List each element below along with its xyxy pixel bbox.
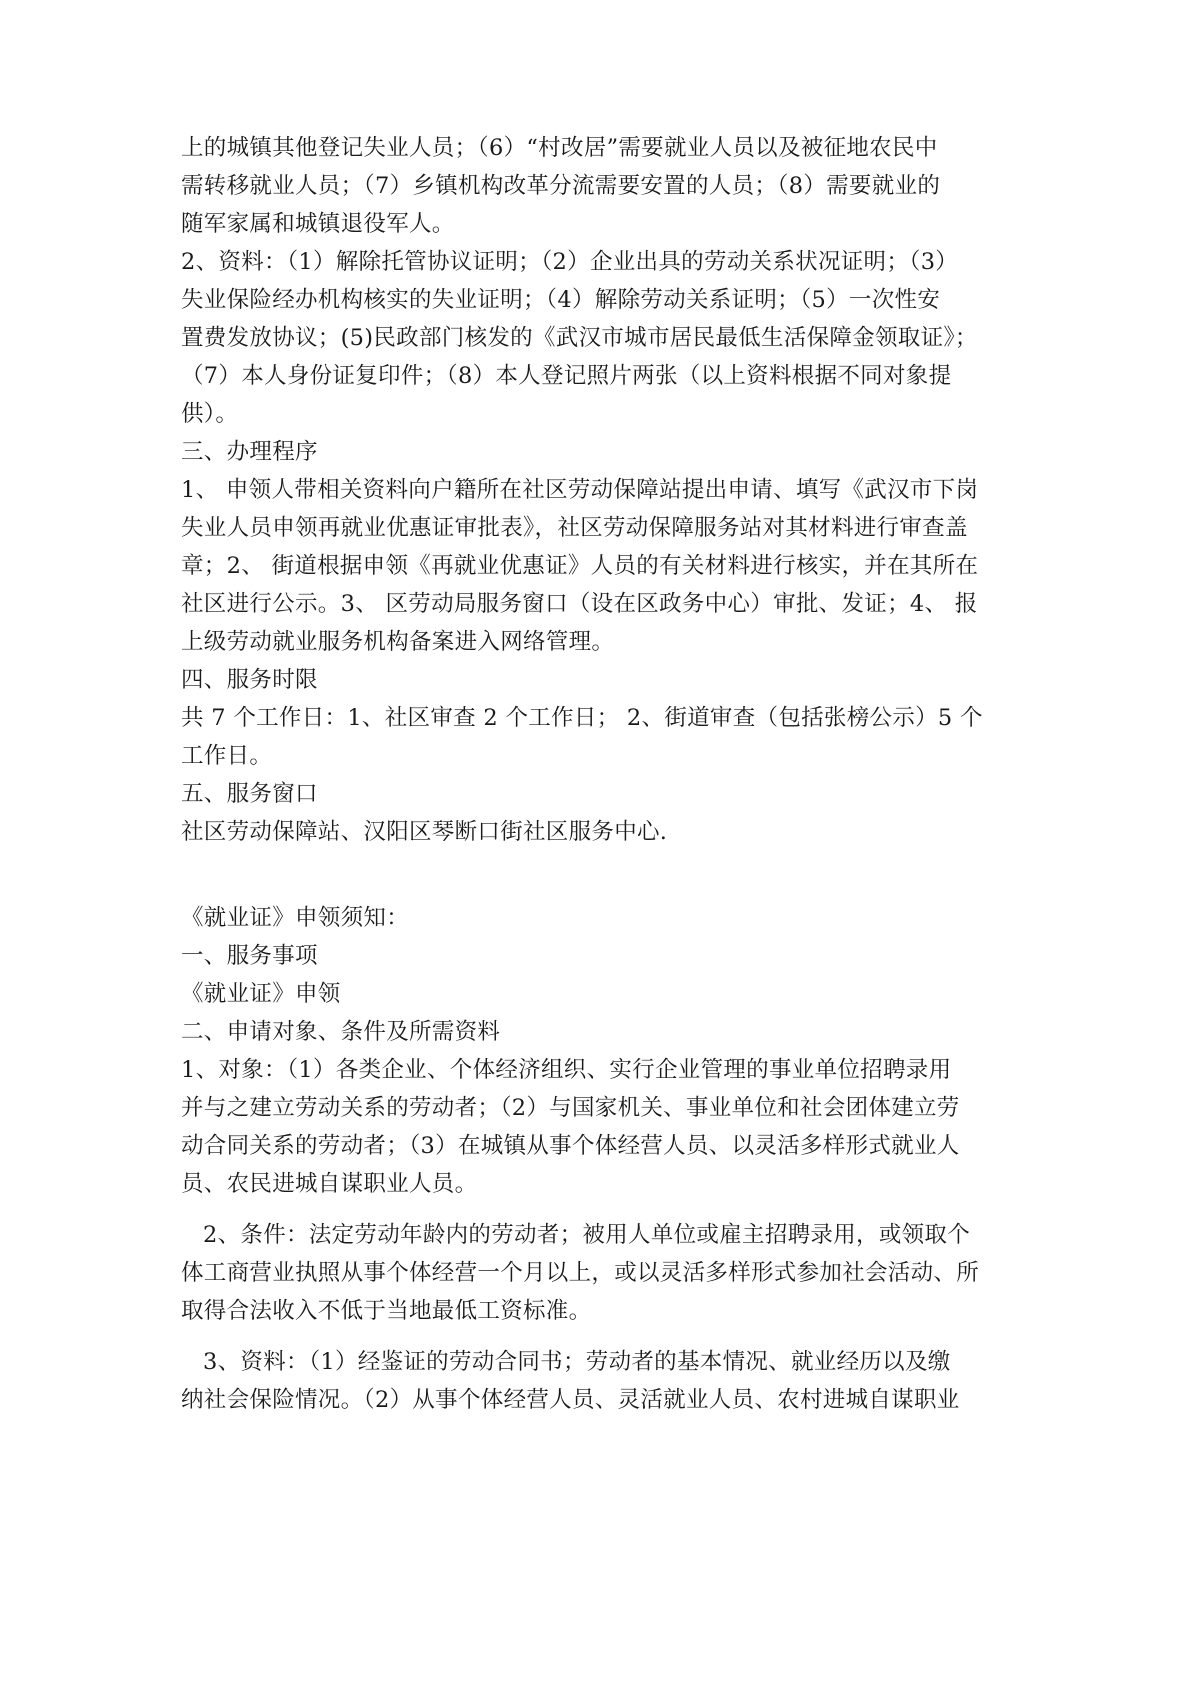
text-line: 员、农民进城自谋职业人员。	[181, 1171, 478, 1197]
text-line: 3、资料：（1）经鉴证的劳动合同书；劳动者的基本情况、就业经历以及缴	[203, 1349, 951, 1375]
text-line: 社区劳动保障站、汉阳区琴断口街社区服务中心.	[181, 819, 668, 845]
text-line: 纳社会保险情况。（2）从事个体经营人员、灵活就业人员、农村进城自谋职业	[181, 1387, 960, 1413]
text-line: （7）本人身份证复印件；（8）本人登记照片两张（以上资料根据不同对象提	[181, 363, 952, 389]
text-line: 共 7 个工作日：1、社区审查 2 个工作日； 2、街道审查（包括张榜公示）5 个	[181, 705, 983, 731]
text-line: 1、对象：（1）各类企业、个体经济组织、实行企业管理的事业单位招聘录用	[181, 1057, 952, 1083]
text-line: 取得合法收入不低于当地最低工资标准。	[181, 1298, 592, 1324]
text-line: 《就业证》申领	[181, 981, 341, 1007]
text-line: 并与之建立劳动关系的劳动者；（2）与国家机关、事业单位和社会团体建立劳	[181, 1095, 960, 1121]
section-heading: 三、办理程序	[181, 439, 318, 465]
text-line: 动合同关系的劳动者；（3）在城镇从事个体经营人员、以灵活多样形式就业人	[181, 1133, 960, 1159]
text-line: 1、 申领人带相关资料向户籍所在社区劳动保障站提出申请、填写《武汉市下岗	[181, 477, 979, 503]
notice-title: 《就业证》申领须知：	[181, 905, 410, 931]
text-line: 上的城镇其他登记失业人员；（6）“村改居”需要就业人员以及被征地农民中	[181, 135, 938, 161]
text-line: 上级劳动就业服务机构备案进入网络管理。	[181, 629, 615, 655]
text-line: 随军家属和城镇退役军人。	[181, 211, 455, 237]
section-heading: 二、申请对象、条件及所需资料	[181, 1019, 501, 1045]
text-line: 2、资料：（1）解除托管协议证明；（2）企业出具的劳动关系状况证明；（3）	[181, 249, 959, 275]
text-line: 供）。	[181, 401, 239, 427]
text-line: 章；2、 街道根据申领《再就业优惠证》人员的有关材料进行核实，并在其所在	[181, 553, 979, 579]
text-line: 社区进行公示。3、 区劳动局服务窗口（设在区政务中心）审批、发证；4、 报	[181, 591, 978, 617]
text-line: 失业保险经办机构核实的失业证明；（4）解除劳动关系证明；（5）一次性安	[181, 287, 941, 313]
text-line: 需转移就业人员；（7）乡镇机构改革分流需要安置的人员；（8）需要就业的	[181, 173, 941, 199]
text-line: 失业人员申领再就业优惠证审批表》，社区劳动保障服务站对其材料进行审查盖	[181, 515, 968, 541]
text-line: 置费发放协议；(5)民政部门核发的《武汉市城市居民最低生活保障金领取证》；	[181, 325, 978, 351]
section-heading: 五、服务窗口	[181, 781, 318, 807]
text-line: 2、条件：法定劳动年龄内的劳动者；被用人单位或雇主招聘录用，或领取个	[203, 1222, 971, 1248]
text-line: 体工商营业执照从事个体经营一个月以上，或以灵活多样形式参加社会活动、所	[181, 1260, 980, 1286]
section-heading: 一、服务事项	[181, 943, 318, 969]
section-heading: 四、服务时限	[181, 667, 318, 693]
text-line: 工作日。	[181, 743, 273, 769]
